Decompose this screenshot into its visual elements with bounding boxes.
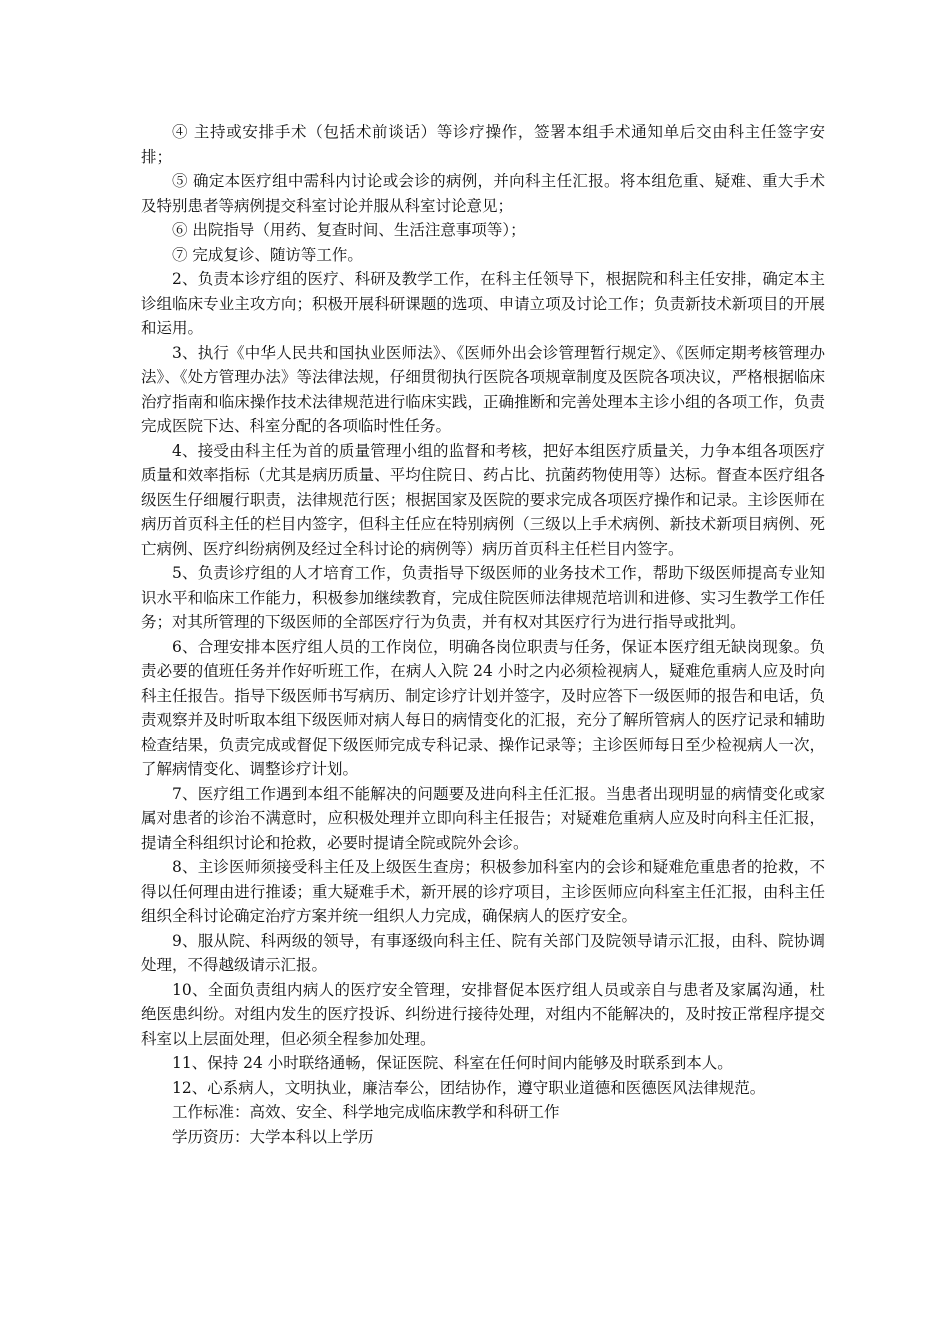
paragraph-4: 4、接受由科主任为首的质量管理小组的监督和考核，把好本组医疗质量关，力争本组各项医疗质量和效率指标（尤其是病历质量、平均住院日、药占比、抗菌药物使用等）达标。督查本医疗组各级医生仔细履行职责，法律规范行医；根据国家及医院的要求完成各项医疗操作和记录。主诊医师在病历首页科主任的栏目内签字，但科主任应在特别病例（三级以上手术病例、新技术新项目病例、死亡病例、医疗纠纷病例及经过全科讨论的病例等）病历首页科主任栏目内签字。: [141, 441, 825, 558]
paragraph-10: 10、全面负责组内病人的医疗安全管理，安排督促本医疗组人员或亲自与患者及家属沟通，杜绝医患纠纷。对组内发生的医疗投诉、纠纷进行接待处理，对组内不能解决的，及时按正常程序提交科室以上层面处理，但必须全程参加处理。: [141, 980, 825, 1048]
paragraph-12: 12、心系病人，文明执业，廉洁奉公，团结协作，遵守职业道德和医德医风法律规范。: [172, 1078, 766, 1097]
document-body: [141, 120, 825, 1149]
paragraph-3: 3、执行《中华人民共和国执业医师法》、《医师外出会诊管理暂行规定》、《医师定期考核管理办法》、《处方管理办法》等法律法规，仔细贯彻执行医院各项规章制度及医院各项决议，严格根据临床治疗指南和临床操作技术法律规范进行临床实践，正确推断和完善处理本主诊小组的各项工作，负责完成医院下达、科室分配的各项临时性任务。: [141, 343, 825, 435]
paragraph-duty-item-4: ④ 主持或安排手术（包括术前谈话）等诊疗操作，签署本组手术通知单后交由科主任签字安排；: [141, 123, 825, 166]
paragraph-8: 8、主诊医师须接受科主任及上级医生查房；积极参加科室内的会诊和疑难危重患者的抢救，不得以任何理由进行推诿；重大疑难手术，新开展的诊疗项目，主诊医师应向科室主任汇报，由科主任组织全科讨论确定治疗方案并统一组织人力完成，确保病人的医疗安全。: [141, 858, 825, 925]
paragraph-9: 9、服从院、科两级的领导，有事逐级向科主任、院有关部门及院领导请示汇报，由科、院协调处理，不得越级请示汇报。: [141, 931, 825, 974]
paragraph-duty-item-6: ⑥ 出院指导（用药、复查时间、生活注意事项等）；: [172, 221, 526, 239]
work-standard-line: 工作标准：高效、安全、科学地完成临床教学和科研工作: [172, 1103, 560, 1121]
education-requirement-line: 学历资历：大学本科以上学历: [172, 1127, 374, 1146]
paragraph-7: 7、医疗组工作遇到本组不能解决的问题要及进向科主任汇报。当患者出现明显的病情变化或家属对患者的诊治不满意时，应积极处理并立即向科主任报告；对疑难危重病人应及时向科主任汇报，提请全科组织讨论和抢救，必要时提请全院或院外会诊。: [141, 784, 825, 852]
paragraph-11: 11、保持 24 小时联络通畅，保证医院、科室在任何时间内能够及时联系到本人。: [172, 1054, 733, 1072]
paragraph-5: 5、负责诊疗组的人才培育工作，负责指导下级医师的业务技术工作，帮助下级医师提高专业知识水平和临床工作能力，积极参加继续教育，完成住院医师法律规范培训和进修、实习生教学工作任务；对其所管理的下级医师的全部医疗行为负责，并有权对其医疗行为进行指导或批判。: [141, 564, 825, 631]
paragraph-6: 6、合理安排本医疗组人员的工作岗位，明确各岗位职责与任务，保证本医疗组无缺岗现象。负责必要的值班任务并作好听班工作，在病人入院 24 小时之内必须检视病人，疑难危重病人应及时向科主任报告。指导下级医师书写病历、制定诊疗计划并签字，及时应答下一级医师的报告和电话，负责观察并及时听取本组下级医师对病人每日的病情变化的汇报，充分了解所管病人的医疗记录和辅助检查结果，负责完成或督促下级医师完成专科记录、操作记录等；主诊医师每日至少检视病人一次，了解病情变化、调整诊疗计划。: [141, 637, 825, 778]
paragraph-duty-item-7: ⑦ 完成复诊、随访等工作。: [172, 245, 363, 264]
paragraph-duty-item-5: ⑤ 确定本医疗组中需科内讨论或会诊的病例，并向科主任汇报。将本组危重、疑难、重大手术及特别患者等病例提交科室讨论并服从科室讨论意见；: [141, 172, 825, 215]
paragraph-2: 2、负责本诊疗组的医疗、科研及教学工作，在科主任领导下，根据院和科主任安排，确定本主诊组临床专业主攻方向；积极开展科研课题的选项、申请立项及讨论工作；负责新技术新项目的开展和运用。: [141, 270, 825, 337]
